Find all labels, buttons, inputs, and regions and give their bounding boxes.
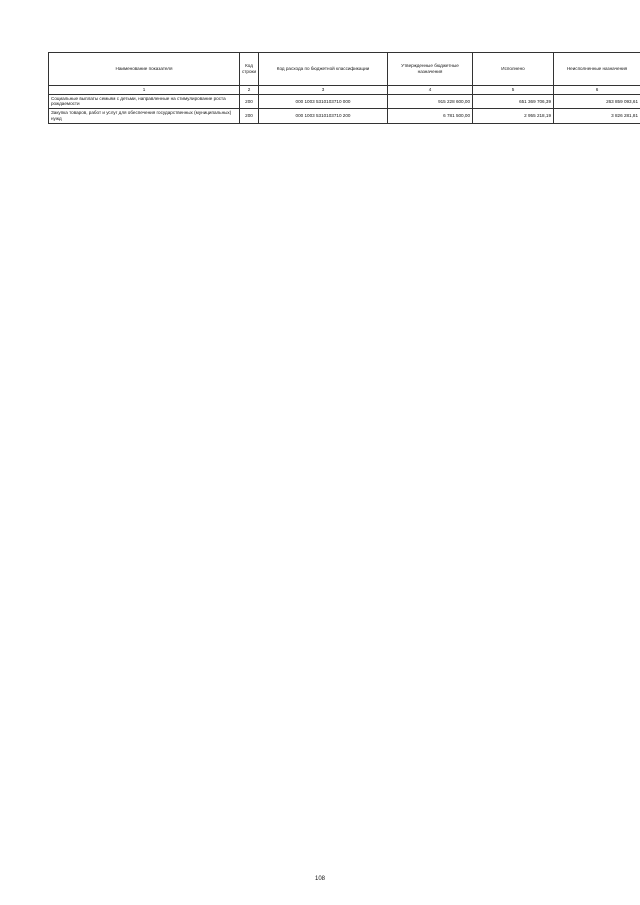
table-row [49, 94, 640, 108]
table-row [49, 109, 640, 123]
header-line-code: Код строки [240, 53, 259, 86]
header-executed: Исполнено [473, 53, 554, 86]
row-executed: 651 369 706,39 [473, 94, 554, 108]
row-unexecuted: 3 826 281,81 [554, 109, 640, 123]
column-number: 6 [554, 86, 640, 95]
row-line-code: 200 [240, 109, 259, 123]
table-header-row [49, 53, 640, 86]
column-number: 5 [473, 86, 554, 95]
column-number: 1 [49, 86, 240, 95]
row-line-code: 200 [240, 94, 259, 108]
row-unexecuted: 263 859 093,61 [554, 94, 640, 108]
column-number: 3 [259, 86, 388, 95]
row-classification-code: 000 1003 5310103710 200 [259, 109, 388, 123]
row-name: Социальные выплаты семьям с детьми, направленные на стимулирование роста рождаемости [49, 94, 240, 108]
row-name: Закупка товаров, работ и услуг для обеспечения государственных (муниципальных) нужд [49, 109, 240, 123]
table-body [49, 94, 640, 123]
row-classification-code: 000 1003 5310103710 000 [259, 94, 388, 108]
page-number: 108 [314, 876, 325, 882]
column-number-row [49, 86, 640, 95]
row-approved: 915 228 600,00 [388, 94, 473, 108]
header-approved: Утвержденные бюджетные назначения [388, 53, 473, 86]
budget-execution-table [48, 52, 640, 124]
header-unexecuted: Неисполненные назначения [554, 53, 640, 86]
row-approved: 6 781 500,00 [388, 109, 473, 123]
header-indicator-name: Наименование показателя [49, 53, 240, 86]
row-executed: 2 955 218,19 [473, 109, 554, 123]
column-number: 4 [388, 86, 473, 95]
header-classification-code: Код расхода по бюджетной классификации [259, 53, 388, 86]
column-number: 2 [240, 86, 259, 95]
